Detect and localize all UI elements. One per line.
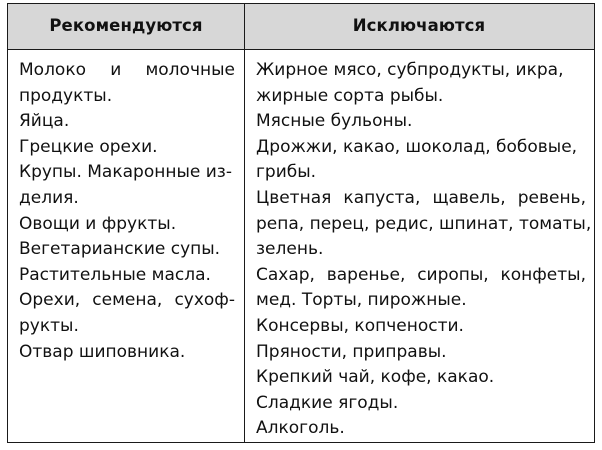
column-divider [244,4,245,442]
excluded-line: репа, перец, редис, шпинат, томаты, [256,213,592,234]
recommended-line [19,288,235,314]
recommended-line-word: Орехи, [19,290,81,311]
excluded-line: Алкоголь. [256,418,345,439]
recommended-line [19,58,235,84]
excluded-list [256,58,592,442]
header-recommended: Рекомендуются [49,16,203,35]
excluded-line [256,186,586,212]
excluded-line-word: капуста, [343,187,421,208]
excluded-line: Сладкие ягоды. [256,392,399,413]
recommended-list [19,58,235,365]
excluded-line-word: конфеты, [500,264,586,285]
recommended-line: Крупы. Макаронные из- [19,162,232,183]
excluded-line-word: Цветная [256,187,332,208]
excluded-line: Мясные бульоны. [256,111,413,132]
excluded-line-word: сиропы, [417,264,489,285]
excluded-line: Крепкий чай, кофе, какао. [256,367,495,388]
excluded-line: жирные сорта рыбы. [256,85,444,106]
excluded-line: Пряности, приправы. [256,341,447,362]
recommended-line: Яйца. [19,111,70,132]
table-header-row [8,4,594,50]
excluded-line: Жирное мясо, субпродукты, икра, [256,60,564,80]
recommended-line: делия. [19,187,79,208]
excluded-line: зелень. [256,239,324,260]
recommended-line-word: сухоф- [174,290,235,311]
recommended-line: Растительные масла. [19,264,211,285]
excluded-line-word: варенье, [326,264,406,285]
recommended-line: Отвар шиповника. [19,341,186,362]
header-excluded: Исключаются [352,16,486,35]
excluded-line-word: ревень, [517,187,586,208]
excluded-line-word: щавель, [432,187,506,208]
excluded-line [256,263,586,289]
excluded-line: мед. Торты, пирожные. [256,290,467,311]
diet-table [7,3,595,443]
excluded-line-word: Сахар, [256,264,315,285]
recommended-line: Грецкие орехи. [19,136,158,157]
excluded-line: Консервы, копчености. [256,315,464,336]
recommended-line: Овощи и фрукты. [19,213,177,234]
recommended-line-word: Молоко [19,60,87,80]
recommended-line-word: семена, [92,290,163,311]
recommended-line: продукты. [19,85,113,106]
excluded-line: грибы. [256,162,317,183]
recommended-line: рукты. [19,315,79,336]
recommended-line: Вегетарианские супы. [19,239,221,260]
excluded-line: Дрожжи, какао, шоколад, бобовые, [256,136,578,157]
recommended-line-word: молочные [145,60,235,80]
recommended-line-word: и [110,60,122,80]
